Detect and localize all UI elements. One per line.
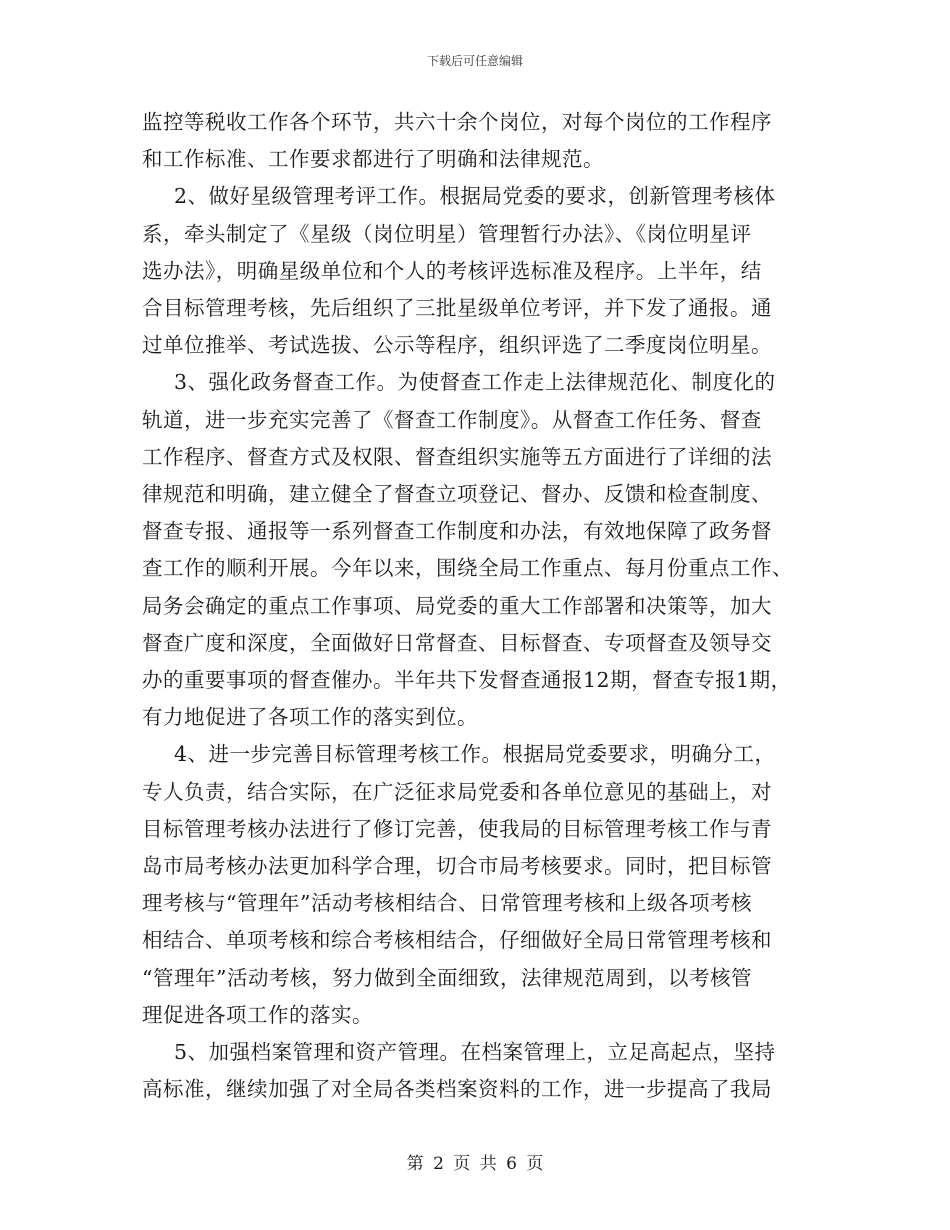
- paragraph-archive-management: [142, 1034, 806, 1108]
- header-note: 下载后可任意编辑: [426, 54, 523, 68]
- text-line: 律规范和明确，建立健全了督查立项登记、督办、反馈和检查制度、: [142, 482, 772, 507]
- paragraph-star-rating: [142, 178, 806, 364]
- text-line: 轨道，进一步充实完善了《督查工作制度》。从督查工作任务、督查: [142, 407, 762, 432]
- text-line: 工作程序、督查方式及权限、督查组织实施等五方面进行了详细的法: [142, 444, 772, 469]
- text-line: 2、做好星级管理考评工作。根据局党委的要求，创新管理考核体: [174, 184, 776, 209]
- text-line: 监控等税收工作各个环节，共六十余个岗位，对每个岗位的工作程序: [142, 110, 772, 134]
- page-number: 第 2 页 共 6 页: [406, 1154, 544, 1174]
- text-line: 理考核与“管理年”活动考核相结合、日常管理考核和上级各项考核: [142, 891, 752, 916]
- text-line: 专人负责，结合实际，在广泛征求局党委和各单位意见的基础上，对: [142, 779, 772, 804]
- text-line: 高标准，继续加强了对全局各类档案资料的工作，进一步提高了我局: [142, 1077, 772, 1102]
- text-line: 督查专报、通报等一系列督查工作制度和办法，有效地保障了政务督: [142, 519, 772, 544]
- text-line: 4、进一步完善目标管理考核工作。根据局党委要求，明确分工，: [174, 742, 776, 767]
- page-header: [0, 53, 950, 69]
- text-line: 和工作标准、工作要求都进行了明确和法律规范。: [142, 147, 604, 172]
- text-line: 理促进各项工作的落实。: [142, 1002, 373, 1027]
- document-body: [142, 104, 806, 1108]
- text-line: 合目标管理考核，先后组织了三批星级单位考评，并下发了通报。通: [142, 296, 772, 321]
- text-line: 相结合、单项考核和综合考核相结合，仔细做好全局日常管理考核和: [142, 928, 772, 953]
- text-line: “管理年”活动考核，努力做到全面细致，法律规范周到，以考核管: [142, 965, 752, 990]
- paragraph-target-management: [142, 736, 806, 1034]
- paragraph-supervision: [142, 364, 806, 736]
- text-line: 选办法》，明确星级单位和个人的考核评选标准及程序。上半年，结: [142, 258, 762, 283]
- text-line: 5、加强档案管理和资产管理。在档案管理上，立足高起点，坚持: [174, 1040, 776, 1065]
- text-line: 查工作的顺利开展。今年以来，围绕全局工作重点、每月份重点工作、: [142, 556, 793, 581]
- text-line: 局务会确定的重点工作事项、局党委的重大工作部署和决策等，加大: [142, 593, 772, 618]
- text-line: 3、强化政务督查工作。为使督查工作走上法律规范化、制度化的: [174, 370, 776, 395]
- text-line: 督查广度和深度，全面做好日常督查、目标督查、专项督查及领导交: [142, 630, 772, 655]
- text-line: 系，牵头制定了《星级（岗位明星）管理暂行办法》、《岗位明星评: [142, 221, 752, 246]
- text-line: 办的重要事项的督查催办。半年共下发督查通报12期，督查专报1期，: [142, 668, 792, 693]
- text-line: 目标管理考核办法进行了修订完善，使我局的目标管理考核工作与青: [142, 816, 772, 841]
- text-line: 岛市局考核办法更加科学合理，切合市局考核要求。同时，把目标管: [142, 854, 772, 879]
- page-footer: [0, 1153, 950, 1175]
- text-line: 过单位推举、考试选拔、公示等程序，组织评选了二季度岗位明星。: [142, 333, 772, 358]
- text-line: 有力地促进了各项工作的落实到位。: [142, 705, 478, 730]
- paragraph-continuation: [142, 104, 806, 178]
